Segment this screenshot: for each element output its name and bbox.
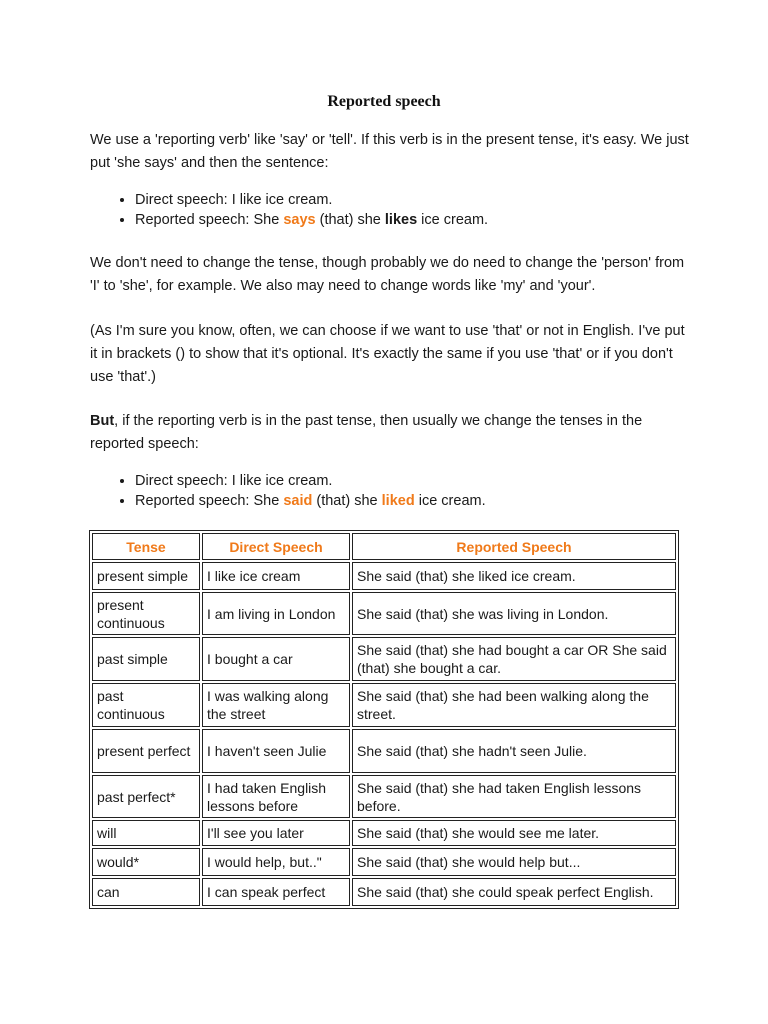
table-row [92, 729, 676, 773]
reported-cell: She said (that) she would see me later. [352, 820, 676, 846]
list-item [135, 191, 735, 211]
direct-cell: I am living in London [202, 592, 350, 635]
tense-cell: past continuous [92, 683, 200, 727]
reported-prefix: Reported speech: She [135, 211, 284, 228]
past-examples-list [90, 472, 735, 511]
tense-cell: will [92, 820, 200, 846]
direct-cell: I was walking along the street [202, 683, 350, 727]
reported-cell: She said (that) she hadn't seen Julie. [352, 729, 676, 773]
table-row [92, 592, 676, 635]
reported-suffix: ice cream. [417, 211, 489, 228]
tense-cell: present simple [92, 562, 200, 590]
reported-cell: She said (that) she could speak perfect English. [352, 878, 676, 906]
table-row [92, 848, 676, 876]
page-title: Reported speech [327, 93, 441, 110]
table-row [92, 637, 676, 681]
list-item [135, 492, 735, 512]
table-row [92, 878, 676, 906]
reported-cell: She said (that) she liked ice cream. [352, 562, 676, 590]
column-header-tense: Tense [92, 533, 200, 560]
present-examples-list [90, 191, 735, 230]
direct-cell: I'll see you later [202, 820, 350, 846]
reported-cell: She said (that) she was living in London. [352, 592, 676, 635]
direct-cell: I would help, but.." [202, 848, 350, 876]
past-tense-text: , if the reporting verb is in the past tense, then usually we change the tenses in the reported speech: [90, 413, 643, 452]
reported-cell: She said (that) she had bought a car OR She said (that) she bought a car. [352, 637, 676, 681]
bold-verb: likes [384, 211, 418, 228]
but-bold: But [90, 413, 115, 429]
highlighted-verb: says [283, 211, 316, 228]
intro-paragraph: We use a 'reporting verb' like 'say' or 'tell'. If this verb is in the present tense, it's easy. We just put 'she says' and then the sentence: [90, 132, 689, 171]
past-tense-paragraph [90, 410, 690, 456]
highlighted-verb: said [283, 492, 313, 509]
reported-prefix: Reported speech: She [135, 492, 284, 509]
reported-cell: She said (that) she would help but... [352, 848, 676, 876]
direct-cell: I had taken English lessons before [202, 775, 350, 818]
column-header-reported-speech: Reported Speech [352, 533, 676, 560]
tense-cell: can [92, 878, 200, 906]
list-item [135, 472, 735, 492]
reported-cell: She said (that) she had been walking along the street. [352, 683, 676, 727]
direct-cell: I can speak perfect [202, 878, 350, 906]
tense-cell: past perfect* [92, 775, 200, 818]
reported-suffix: ice cream. [414, 492, 486, 509]
table-header-row [92, 533, 676, 560]
tense-paragraph: We don't need to change the tense, though probably we do need to change the 'person' from 'I' to 'she', for example. We also may need to change words like 'my' and 'your'. [90, 255, 685, 294]
table-row [92, 683, 676, 727]
tense-cell: past simple [92, 637, 200, 681]
direct-speech-example: Direct speech: I like ice cream. [135, 473, 333, 489]
highlighted-verb: liked [381, 492, 415, 509]
direct-cell: I bought a car [202, 637, 350, 681]
table-row [92, 820, 676, 846]
tense-cell: present continuous [92, 592, 200, 635]
column-header-direct-speech: Direct Speech [202, 533, 350, 560]
tense-table [89, 530, 679, 909]
table-row [92, 775, 676, 818]
that-paragraph: (As I'm sure you know, often, we can choose if we want to use 'that' or not in English. I've put it in brackets () to show that it's optional. It's exactly the same if you use 'that' or if you don't use 'that'.) [90, 323, 685, 385]
direct-speech-example: Direct speech: I like ice cream. [135, 192, 333, 208]
reported-cell: She said (that) she had taken English lessons before. [352, 775, 676, 818]
direct-cell: I haven't seen Julie [202, 729, 350, 773]
reported-middle: (that) she [312, 492, 382, 509]
list-item [135, 211, 735, 231]
direct-cell: I like ice cream [202, 562, 350, 590]
tense-cell: present perfect [92, 729, 200, 773]
tense-cell: would* [92, 848, 200, 876]
reported-middle: (that) she [315, 211, 385, 228]
table-row [92, 562, 676, 590]
